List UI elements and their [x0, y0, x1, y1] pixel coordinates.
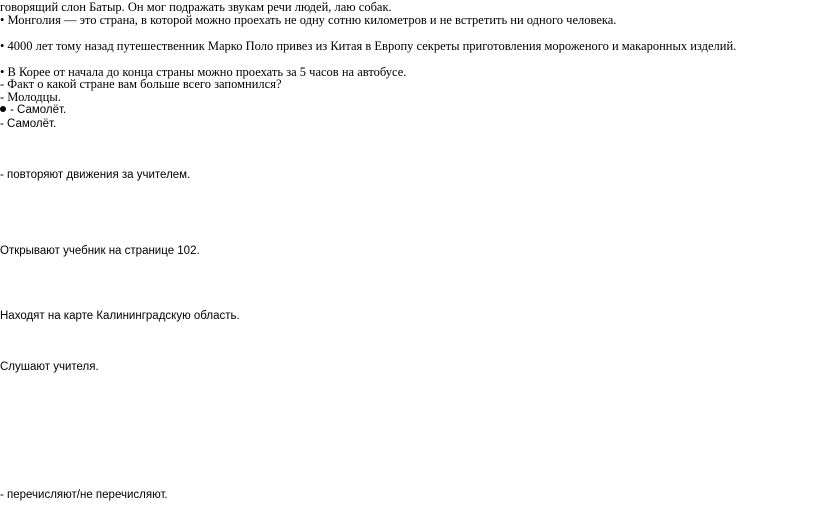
text-line-5: - Факт о какой стране вам больше всего запомнился?: [0, 77, 282, 91]
text-line-1: говорящий слон Батыр. Он мог подражать звукам речи людей, лаю собак.: [0, 0, 392, 14]
text-line-4: • В Корее от начала до конца страны можно проехать за 5 часов на автобусе.: [0, 65, 407, 79]
text-line-7: - Самолёт.: [10, 104, 67, 116]
text-line-3: • 4000 лет тому назад путешественник Марко Поло привез из Китая в Европу секреты приготовления мороженого и макаронных изделий.: [0, 39, 737, 53]
text-line-13: - перечисляют/не перечисляют.: [0, 489, 168, 501]
bullet-list-item: [0, 103, 66, 117]
text-line-9: - повторяют движения за учителем.: [0, 169, 191, 181]
text-line-6: - Молодцы.: [0, 90, 61, 104]
text-line-12: Слушают учителя.: [0, 361, 99, 373]
text-line-10: Открывают учебник на странице 102.: [0, 245, 200, 257]
text-line-2: • Монголия — это страна, в которой можно проехать не одну сотню километров и не встретить ни одного человека.: [0, 13, 617, 27]
text-line-8: - Самолёт.: [0, 118, 57, 130]
text-line-11: Находят на карте Калининградскую область.: [0, 310, 240, 322]
bullet-icon: [0, 106, 6, 112]
